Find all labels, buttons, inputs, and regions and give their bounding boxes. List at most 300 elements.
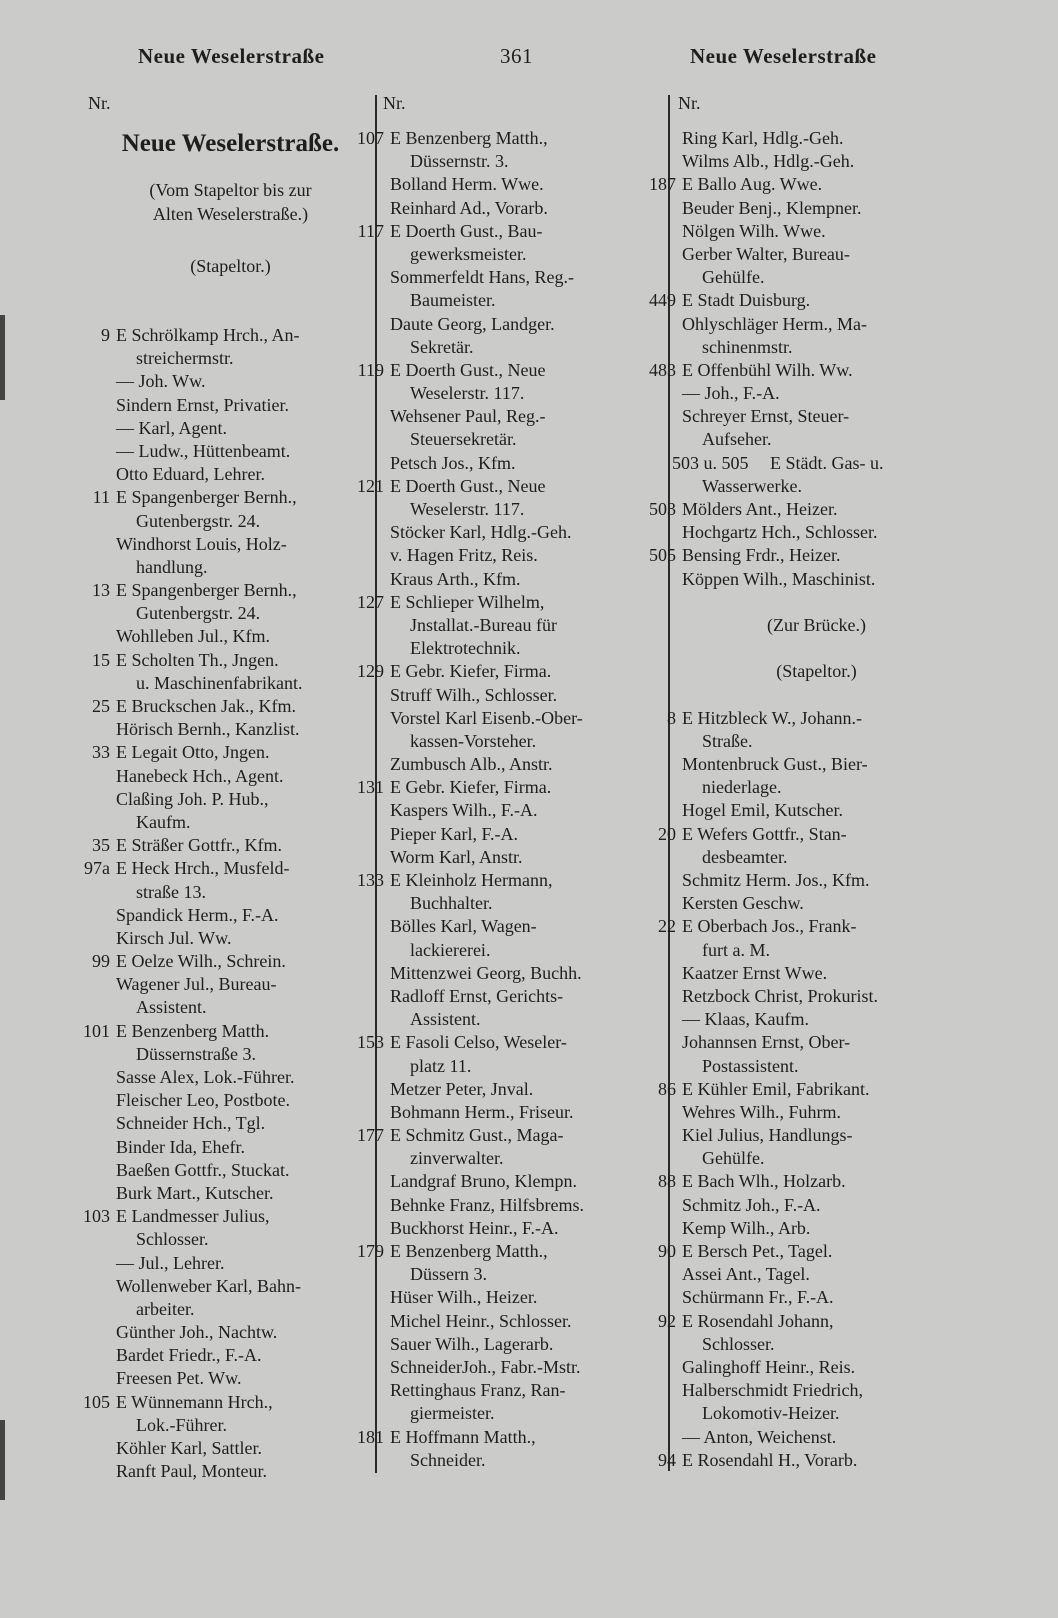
house-entry [634,1310,919,1333]
resident-text: E Gebr. Kiefer, Firma. [390,661,552,682]
continuation-line [634,428,919,451]
running-head-right: Neue Weselerstraße [690,44,877,68]
house-entry [342,591,627,614]
resident-text: Wasserwerke. [702,475,803,496]
blank-line [634,591,919,614]
resident-text: furt a. M. [702,939,770,960]
resident-text: Wagener Jul., Bureau- [116,974,277,995]
resident-text: Wollenweber Karl, Bahn- [116,1275,301,1296]
house-number: 179 [357,1241,384,1261]
resident-text: E Städt. Gas- u. [770,452,884,473]
continuation-line [342,382,627,405]
resident-text: Postassistent. [702,1055,799,1076]
resident-entry [342,985,627,1008]
street-title: Neue Weselerstraße. [121,130,340,157]
continuation-line [342,336,627,359]
house-number: 94 [658,1449,676,1470]
continuation-line [342,892,627,915]
resident-text: Bohmann Herm., Friseur. [390,1101,574,1122]
resident-text: Otto Eduard, Lehrer. [116,464,265,485]
resident-text: Montenbruck Gust., Bier- [682,754,868,775]
resident-text: Bolland Herm. Wwe. [390,174,544,195]
house-number: 97a [84,858,110,879]
continuation-line [634,939,919,962]
house-number: 9 [101,325,110,345]
house-number: 15 [92,649,110,670]
continuation-line [68,672,353,695]
resident-entry [68,1089,353,1112]
resident-text: Wohlleben Jul., Kfm. [116,626,271,647]
resident-entry [342,1286,627,1309]
resident-text: Assistent. [136,997,207,1018]
house-entry [342,1426,627,1449]
resident-entry [342,1379,627,1402]
resident-entry [342,1194,627,1217]
resident-text: Petsch Jos., Kfm. [390,452,516,473]
resident-text: Kirsch Jul. Ww. [116,927,232,948]
resident-text: Gerber Walter, Bureau- [682,243,850,264]
resident-entry [634,1217,919,1240]
house-entry [68,695,353,718]
resident-entry [634,313,919,336]
resident-text: handlung. [136,556,208,577]
resident-text: Retzbock Christ, Prokurist. [682,985,878,1006]
resident-text: Düssernstraße 3. [136,1043,256,1064]
house-entry [68,486,353,509]
house-number: 131 [357,777,384,798]
scan-edge-mark [0,1420,5,1500]
resident-entry [68,394,353,417]
resident-entry [342,1333,627,1356]
house-entry [634,707,919,730]
house-entry [68,1391,353,1414]
section-label-text: (Stapeltor.) [776,661,857,682]
resident-entry [634,220,919,243]
resident-text: Ranft Paul, Monteur. [116,1461,267,1482]
resident-text: desbeamter. [702,846,788,867]
resident-entry [342,544,627,567]
continuation-line [68,996,353,1019]
resident-text: Reinhard Ad., Vorarb. [390,197,548,218]
resident-text: Radloff Ernst, Gerichts- [390,985,564,1006]
resident-entry [68,765,353,788]
resident-text: Schneider. [410,1449,486,1470]
resident-text: Hüser Wilh., Heizer. [390,1287,538,1308]
house-number: 20 [658,823,676,844]
resident-entry [68,1344,353,1367]
house-entry [342,220,627,243]
resident-text: Sindern Ernst, Privatier. [116,394,289,415]
resident-entry [68,463,353,486]
resident-text: E Ballo Aug. Wwe. [682,174,823,195]
resident-text: Hochgartz Hch., Schlosser. [682,522,878,543]
resident-entry [68,788,353,811]
resident-text: Claßing Joh. P. Hub., [116,788,269,809]
resident-text: Kaspers Wilh., F.-A. [390,800,538,821]
house-entry [634,452,919,475]
house-entry [342,776,627,799]
resident-entry [634,1008,919,1031]
resident-text: Halberschmidt Friedrich, [682,1380,863,1401]
resident-text: Nölgen Wilh. Wwe. [682,220,826,241]
resident-text: Köhler Karl, Sattler. [116,1438,262,1458]
resident-text: u. Maschinenfabrikant. [136,672,303,693]
house-number: 181 [357,1426,384,1447]
house-entry [634,915,919,938]
house-entry [634,823,919,846]
continuation-line [634,846,919,869]
house-number: 33 [92,742,110,763]
resident-text: Fleischer Leo, Postbote. [116,1090,290,1111]
resident-text: — Jul., Lehrer. [116,1252,225,1273]
resident-text: — Karl, Agent. [116,417,227,438]
resident-text: E Legait Otto, Jngen. [116,742,270,763]
house-number: 483 [649,359,676,380]
house-number: 35 [92,835,110,856]
resident-entry [634,1194,919,1217]
house-entry [634,1170,919,1193]
resident-text: E Benzenberg Matth. [116,1020,270,1041]
resident-text: Sauer Wilh., Lagerarb. [390,1333,554,1354]
house-number: 22 [658,916,676,937]
resident-text: platz 11. [410,1055,472,1076]
resident-text: Wehres Wilh., Fuhrm. [682,1101,841,1122]
resident-text: Windhorst Louis, Holz- [116,533,287,554]
resident-entry [342,266,627,289]
scan-edge-mark [0,315,5,400]
resident-entry [342,1356,627,1379]
resident-text: Zumbusch Alb., Anstr. [390,754,553,775]
resident-entry [342,1310,627,1333]
house-entry [68,649,353,672]
resident-text: Hogel Emil, Kutscher. [682,800,843,821]
resident-entry [342,1078,627,1101]
resident-text: Bardet Friedr., F.-A. [116,1345,262,1366]
resident-text: E Fasoli Celso, Weseler- [390,1032,567,1053]
column-3-entries [634,127,919,1472]
continuation-line [342,1147,627,1170]
resident-entry [342,799,627,822]
resident-entry [68,1321,353,1344]
resident-entry [68,1275,353,1298]
house-number: 13 [92,580,110,601]
resident-entry [634,753,919,776]
house-number: 503 [649,499,676,519]
resident-text: E Bersch Pet., Tagel. [682,1241,833,1261]
resident-entry [68,1066,353,1089]
house-entry [342,127,627,150]
resident-text: E Heck Hrch., Musfeld- [116,858,290,879]
resident-entry [634,568,919,591]
resident-text: Hörisch Bernh., Kanzlist. [116,719,300,740]
house-entry [342,359,627,382]
section-label [674,614,959,637]
resident-text: Behnke Franz, Hilfsbrems. [390,1194,584,1215]
resident-entry [634,243,919,266]
house-number: 99 [92,951,110,972]
resident-entry [68,1252,353,1275]
resident-text: Worm Karl, Anstr. [390,846,523,867]
resident-text: Weselerstr. 117. [410,499,525,519]
continuation-line [634,1333,919,1356]
house-number: 107 [357,128,384,148]
house-number: 86 [658,1078,676,1099]
resident-text: Beuder Benj., Klempner. [682,197,862,218]
house-number: 121 [357,475,384,496]
resident-text: Schmitz Herm. Jos., Kfm. [682,870,870,890]
resident-text: E Offenbühl Wilh. Ww. [682,359,853,380]
resident-text: v. Hagen Fritz, Reis. [390,545,538,566]
resident-text: Stöcker Karl, Hdlg.-Geh. [390,522,572,543]
resident-entry [342,197,627,220]
resident-text: zinverwalter. [410,1148,504,1169]
resident-entry [68,417,353,440]
resident-entry [634,985,919,1008]
resident-entry [634,1379,919,1402]
resident-entry [342,962,627,985]
continuation-line [634,1147,919,1170]
section-label-text: (Zur Brücke.) [767,614,866,635]
resident-text: schinenmstr. [702,336,793,357]
house-entry [634,1078,919,1101]
blank-line [634,637,919,660]
house-entry [342,660,627,683]
resident-text: Buchhalter. [410,893,493,914]
resident-text: E Doerth Gust., Neue [390,359,546,380]
resident-entry [68,927,353,950]
resident-entry [342,173,627,196]
resident-text: Schlosser. [136,1229,209,1250]
continuation-line [68,1043,353,1066]
house-number: 8 [667,707,676,728]
resident-text: Bölles Karl, Wagen- [390,916,537,937]
continuation-line [68,1228,353,1251]
resident-text: Schreyer Ernst, Steuer- [682,406,850,427]
resident-text: Sommerfeldt Hans, Reg.- [390,267,574,288]
continuation-line [342,289,627,312]
continuation-line [342,428,627,451]
house-entry [634,359,919,382]
house-number: 101 [83,1020,110,1041]
resident-entry [634,150,919,173]
house-entry [68,1205,353,1228]
continuation-line [634,730,919,753]
house-number: 127 [357,591,384,612]
resident-text: E Oelze Wilh., Schrein. [116,951,286,972]
resident-entry [68,1437,353,1460]
resident-entry [342,568,627,591]
house-entry [634,498,919,521]
resident-text: Düssernstr. 3. [410,151,509,172]
resident-text: — Ludw., Hüttenbeamt. [116,440,291,461]
continuation-line [634,776,919,799]
resident-text: Köppen Wilh., Maschinist. [682,568,876,589]
blank-line [634,684,919,707]
column-label: Nr. [383,93,406,113]
house-number: 117 [357,220,384,241]
house-entry [634,173,919,196]
continuation-line [68,811,353,834]
resident-text: E Schlieper Wilhelm, [390,591,545,612]
section-label [674,660,959,683]
resident-entry [68,1182,353,1205]
continuation-line [342,637,627,660]
house-number: 449 [649,290,676,311]
house-entry [342,869,627,892]
resident-text: Kaufm. [136,811,191,832]
house-number: 129 [357,661,384,682]
resident-entry [68,718,353,741]
continuation-line [634,266,919,289]
resident-text: Straße. [702,730,753,751]
resident-text: Schneider Hch., Tgl. [116,1113,266,1134]
continuation-line [634,336,919,359]
resident-text: E Gebr. Kiefer, Firma. [390,777,552,798]
resident-entry [342,823,627,846]
resident-text: Galinghoff Heinr., Reis. [682,1356,856,1377]
resident-text: Spandick Herm., F.-A. [116,904,279,925]
resident-text: Buckhorst Heinr., F.-A. [390,1217,559,1238]
resident-entry [68,1460,353,1483]
resident-text: Mölders Ant., Heizer. [682,499,838,519]
resident-text: arbeiter. [136,1298,195,1319]
resident-text: E Spangenberger Bernh., [116,580,297,601]
resident-text: E Bruckschen Jak., Kfm. [116,696,296,716]
resident-entry [342,707,627,730]
house-number: 103 [83,1206,110,1227]
resident-text: E Oberbach Jos., Frank- [682,916,857,937]
house-number: 11 [92,487,110,508]
resident-text: Ohlyschläger Herm., Ma- [682,313,867,334]
column-1 [88,90,373,278]
continuation-line [342,243,627,266]
resident-entry [68,533,353,556]
resident-text: Gehülfe. [702,267,765,288]
resident-entry [68,973,353,996]
resident-text: E Wünnemann Hrch., [116,1391,273,1412]
continuation-line [634,1402,919,1425]
house-number: 503 u. 505 [672,452,749,473]
resident-text: Gutenbergstr. 24. [136,510,261,531]
continuation-line [342,1402,627,1425]
resident-text: Michel Heinr., Schlosser. [390,1310,572,1331]
continuation-line [342,730,627,753]
resident-entry [634,1101,919,1124]
resident-entry [634,405,919,428]
resident-text: Weselerstr. 117. [410,383,525,404]
page-number: 361 [500,44,533,68]
resident-text: Assei Ant., Tagel. [682,1264,810,1285]
resident-entry [634,962,919,985]
resident-text: Wilms Alb., Hdlg.-Geh. [682,151,855,172]
resident-text: E Stadt Duisburg. [682,290,811,311]
resident-text: giermeister. [410,1403,495,1424]
resident-entry [634,869,919,892]
continuation-line [68,510,353,533]
resident-entry [634,1426,919,1449]
resident-entry [634,521,919,544]
house-entry [342,475,627,498]
resident-text: — Joh. Ww. [116,371,206,392]
resident-text: Johannsen Ernst, Ober- [682,1032,851,1053]
resident-entry [68,1136,353,1159]
continuation-line [634,1055,919,1078]
resident-text: E Schrölkamp Hrch., An- [116,325,300,345]
resident-text: lackiererei. [410,939,491,960]
column-2 [383,90,668,116]
resident-entry [68,625,353,648]
resident-text: Gutenbergstr. 24. [136,603,261,624]
resident-entry [342,1101,627,1124]
resident-text: Jnstallat.-Bureau für [410,614,557,635]
resident-text: Steuersekretär. [410,429,517,450]
continuation-line [342,498,627,521]
continuation-line [68,1414,353,1437]
house-number: 153 [357,1032,384,1053]
resident-text: Sasse Alex, Lok.-Führer. [116,1067,295,1087]
resident-text: gewerksmeister. [410,243,527,264]
resident-text: Bensing Frdr., Heizer. [682,545,841,566]
continuation-line [342,150,627,173]
resident-text: E Kleinholz Hermann, [390,870,553,890]
resident-text: straße 13. [136,881,206,902]
resident-entry [634,892,919,915]
house-entry [68,1020,353,1043]
column-2-entries [342,127,627,1472]
resident-text: E Benzenberg Matth., [390,1241,548,1261]
resident-entry [634,1356,919,1379]
resident-text: Schürmann Fr., F.-A. [682,1287,834,1308]
resident-text: E Bach Wlh., Holzarb. [682,1171,846,1192]
resident-text: Metzer Peter, Jnval. [390,1078,534,1099]
resident-text: E Doerth Gust., Bau- [390,220,543,241]
house-entry [68,950,353,973]
resident-text: Freesen Pet. Ww. [116,1368,242,1389]
resident-text: E Rosendahl Johann, [682,1310,834,1331]
resident-text: E Kühler Emil, Fabrikant. [682,1078,870,1099]
resident-entry [342,846,627,869]
house-number: 177 [357,1125,384,1146]
resident-text: E Benzenberg Matth., [390,128,548,148]
continuation-line [68,347,353,370]
resident-text: Landgraf Bruno, Klempn. [390,1171,577,1192]
resident-text: Baumeister. [410,290,496,311]
house-entry [68,741,353,764]
resident-entry [634,1031,919,1054]
resident-entry [342,684,627,707]
house-entry [342,1124,627,1147]
resident-text: Düssern 3. [410,1264,487,1285]
continuation-line [68,1298,353,1321]
house-number: 88 [658,1171,676,1192]
resident-entry [342,405,627,428]
continuation-line [68,881,353,904]
resident-entry [634,197,919,220]
house-number: 133 [357,870,384,890]
resident-text: Kaatzer Ernst Wwe. [682,962,828,983]
house-number: 105 [83,1391,110,1412]
resident-text: Schmitz Joh., F.-A. [682,1194,821,1215]
continuation-line [342,1055,627,1078]
resident-text: Pieper Karl, F.-A. [390,823,519,844]
resident-entry [68,440,353,463]
resident-entry [634,127,919,150]
house-entry [634,1240,919,1263]
resident-entry [68,370,353,393]
resident-text: — Anton, Weichenst. [682,1426,837,1447]
house-entry [634,544,919,567]
continuation-line [68,602,353,625]
